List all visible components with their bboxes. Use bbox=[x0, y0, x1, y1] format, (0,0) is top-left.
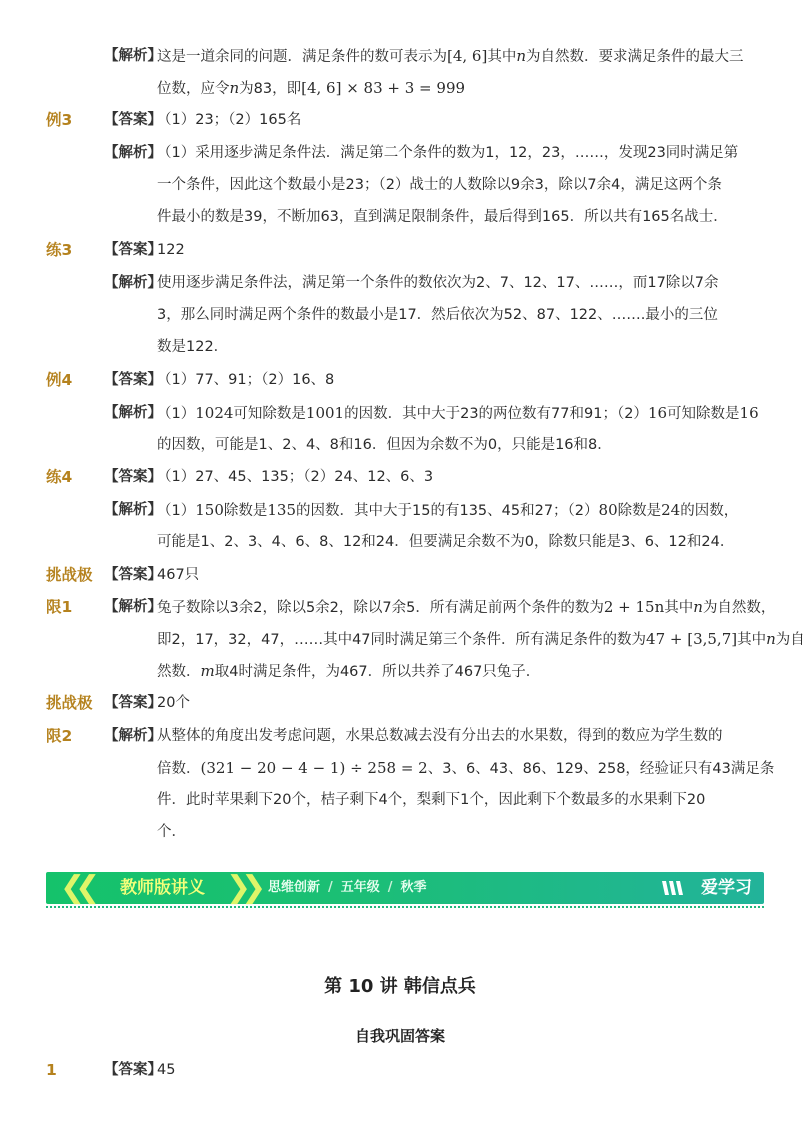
math-expression: 1024 bbox=[195, 404, 234, 422]
analysis-text-part: 兔子数除以3余2，除以5余2，除以7余5．所有满足前两个条件的数为 bbox=[157, 600, 604, 616]
analysis-text-part: 为自然数， bbox=[702, 600, 776, 616]
answer-tag: 【答案】 bbox=[104, 112, 162, 128]
answer-text: （1）23；（2）165名 bbox=[157, 112, 302, 128]
analysis-text-part: 位数，应令 bbox=[157, 81, 230, 97]
math-variable: n bbox=[766, 630, 776, 648]
answer-tag: 【答案】 bbox=[104, 372, 162, 388]
analysis-tag: 【解析】 bbox=[104, 145, 162, 161]
banner-divider bbox=[46, 906, 764, 908]
example-label: 例3 bbox=[46, 111, 73, 129]
answer-text: 467只 bbox=[157, 567, 200, 583]
analysis-text-part: 为83，即 bbox=[239, 81, 302, 97]
analysis-text bbox=[157, 78, 465, 99]
analysis-text: 个． bbox=[157, 824, 186, 840]
answer-tag: 【答案】 bbox=[104, 1062, 162, 1078]
analysis-text-part: 除数是 bbox=[617, 503, 662, 519]
analysis-text-part: 可知除数是 bbox=[667, 406, 740, 422]
analysis-text: 数是122． bbox=[157, 339, 229, 355]
answer-text: （1）77、91；（2）16、8 bbox=[157, 372, 335, 388]
banner-separator: / bbox=[387, 880, 393, 895]
analysis-text-part: 倍数． bbox=[157, 761, 201, 777]
practice-label: 练3 bbox=[46, 241, 73, 259]
analysis-text: 的因数，可能是1、2、4、8和16．但因为余数不为0，只能是16和8． bbox=[157, 437, 612, 453]
math-expression: 2 + 15n bbox=[603, 598, 665, 616]
analysis-text bbox=[157, 629, 805, 650]
analysis-text-part: 的因数， bbox=[680, 503, 739, 519]
banner-subtitle bbox=[268, 872, 427, 904]
analysis-text: 从整体的角度出发考虑问题，水果总数减去没有分出去的水果数，得到的数应为学生数的 bbox=[157, 728, 723, 744]
analysis-tag: 【解析】 bbox=[104, 502, 162, 518]
math-expression: 24 bbox=[661, 501, 681, 519]
math-variable: m bbox=[200, 662, 215, 680]
math-expression: 47 + [3,5,7] bbox=[646, 630, 738, 648]
math-expression: 16 bbox=[739, 404, 759, 422]
analysis-text-part: 这是一道余同的问题．满足条件的数可表示为 bbox=[157, 49, 447, 65]
banner-term: 秋季 bbox=[400, 880, 427, 895]
analysis-text: （1）采用逐步满足条件法．满足第二个条件的数为1，12，23，……，发现23同时满足第 bbox=[157, 145, 739, 161]
answer-tag: 【答案】 bbox=[104, 567, 162, 583]
math-variable: n bbox=[229, 79, 240, 97]
section-title: 自我巩固答案 bbox=[354, 1027, 445, 1045]
analysis-text-part: （1） bbox=[157, 503, 196, 519]
analysis-text: 可能是1、2、3、4、6、8、12和24．但要满足余数不为0，除数只能是3、6、12和24． bbox=[157, 534, 735, 550]
banner-title: 教师版讲义 bbox=[120, 878, 205, 898]
analysis-text bbox=[157, 597, 775, 618]
analysis-tag: 【解析】 bbox=[104, 599, 162, 615]
math-expression: 80 bbox=[598, 501, 618, 519]
banner-grade: 五年级 bbox=[340, 880, 380, 895]
analysis-tag: 【解析】 bbox=[104, 405, 162, 421]
question-number: 1 bbox=[46, 1061, 57, 1079]
analysis-text: 3，那么同时满足两个条件的数最小是17．然后依次为52、87、122、…….最小的三位 bbox=[157, 307, 718, 323]
brand-logo-icon bbox=[660, 878, 686, 898]
math-expression: 150 bbox=[195, 501, 224, 519]
challenge-label: 挑战极 bbox=[46, 566, 93, 584]
answer-tag: 【答案】 bbox=[104, 469, 162, 485]
challenge-label: 挑战极 bbox=[46, 694, 93, 712]
analysis-text-part: 除数是 bbox=[223, 503, 268, 519]
math-variable: n bbox=[516, 47, 526, 65]
answer-text: 20个 bbox=[157, 695, 190, 711]
math-variable: n bbox=[693, 598, 703, 616]
analysis-text-part: 的因数．其中大于23的两位数有77和91；（2） bbox=[344, 406, 648, 422]
analysis-tag: 【解析】 bbox=[104, 728, 162, 744]
analysis-text bbox=[157, 758, 774, 779]
math-expression: 16 bbox=[647, 404, 668, 422]
analysis-tag: 【解析】 bbox=[104, 275, 162, 291]
practice-label: 练4 bbox=[46, 468, 73, 486]
banner-separator: / bbox=[328, 880, 333, 895]
analysis-text bbox=[157, 403, 759, 424]
analysis-text-part: 可知除数是 bbox=[233, 406, 306, 422]
example-label: 例4 bbox=[46, 371, 73, 389]
chevron-left-icon: ❮❮ bbox=[60, 870, 91, 905]
analysis-text-part: 其中 bbox=[737, 632, 767, 648]
challenge-label: 限1 bbox=[46, 598, 73, 616]
challenge-label: 限2 bbox=[46, 727, 73, 745]
teacher-edition-banner bbox=[46, 872, 764, 904]
answer-tag: 【答案】 bbox=[104, 242, 162, 258]
math-expression: 1001 bbox=[305, 404, 345, 422]
banner-subject: 思维创新 bbox=[268, 880, 321, 895]
analysis-text bbox=[157, 500, 738, 521]
analysis-text: 一个条件，因此这个数最小是23；（2）战士的人数除以9余3，除以7余4，满足这两个条 bbox=[157, 177, 722, 193]
analysis-text-part: 即2，17，32，47，……其中47同时满足第三个条件．所有满足条件的数为 bbox=[157, 632, 647, 648]
analysis-text-part: 为自然数．要求满足条件的最大三 bbox=[526, 49, 744, 65]
analysis-text-part: 的因数．其中大于15的有135、45和27；（2） bbox=[296, 503, 599, 519]
lecture-title: 第 10 讲 韩信点兵 bbox=[324, 976, 476, 997]
answer-tag: 【答案】 bbox=[104, 695, 162, 711]
analysis-text: 件最小的数是39，不断加63，直到满足限制条件，最后得到165．所以共有165名战士． bbox=[157, 209, 728, 225]
analysis-text-part: 为自 bbox=[775, 632, 805, 648]
analysis-text bbox=[157, 661, 540, 682]
analysis-text-part: 取4时满足条件，为467．所以共养了467只兔子． bbox=[214, 664, 541, 680]
analysis-text-part: 其中 bbox=[664, 600, 694, 616]
answer-text: （1）27、45、135；（2）24、12、6、3 bbox=[157, 469, 434, 485]
math-expression: [4, 6] bbox=[447, 47, 488, 65]
analysis-tag: 【解析】 bbox=[104, 48, 162, 64]
analysis-text: 件．此时苹果剩下20个，桔子剩下4个，梨剩下1个，因此剩下个数最多的水果剩下20 bbox=[157, 792, 706, 808]
answer-text: 122 bbox=[157, 242, 185, 258]
analysis-text: 使用逐步满足条件法，满足第一个条件的数依次为2、7、12、17、……，而17除以7余 bbox=[157, 275, 719, 291]
chevron-right-icon: ❯❯ bbox=[226, 870, 257, 905]
math-expression: (321 − 20 − 4 − 1) ÷ 258 = 2 bbox=[200, 759, 428, 777]
analysis-text bbox=[157, 46, 744, 67]
analysis-text-part: 其中 bbox=[487, 49, 517, 65]
math-expression: [4, 6] × 83 + 3 = 999 bbox=[301, 79, 466, 97]
answer-text: 45 bbox=[157, 1062, 176, 1078]
analysis-text-part: 、3、6、43、86、129、258，经验证只有43满足条 bbox=[427, 761, 775, 777]
math-expression: 135 bbox=[267, 501, 297, 519]
analysis-text-part: （1） bbox=[157, 406, 196, 422]
analysis-text-part: 然数． bbox=[157, 664, 201, 680]
brand-name: 爱学习 bbox=[701, 878, 752, 898]
